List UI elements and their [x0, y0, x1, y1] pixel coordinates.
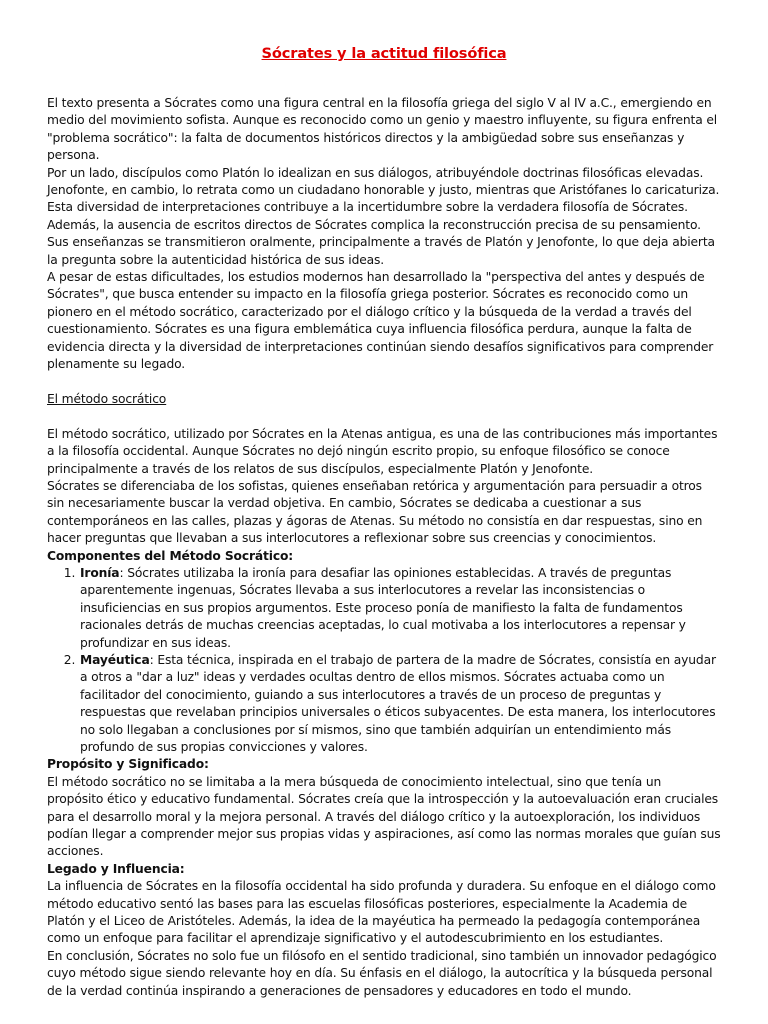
legacy-heading: Legado y Influencia: [47, 861, 185, 876]
intro-paragraph: Por un lado, discípulos como Platón lo idealizan en sus diálogos, atribuyéndole doctrinas filosóficas elevadas. Jenofonte, en cambio, lo retrata como un ciudadano honorable y justo, mientras que Aristófanes lo caricaturiza. Esta diversidad de interpretaciones contribuye a la incertidumbre sobre la verdadera filosofía de Sócrates. [47, 165, 720, 215]
intro-paragraph: El texto presenta a Sócrates como una figura central en la filosofía griega del siglo V al IV a.C., emergiendo en medio del movimiento sofista. Aunque es reconocido como un genio y maestro influyente, su figura enfrenta el "problema socrático": la falta de documentos históricos directos y la ambigüedad sobre sus enseñanzas y persona. [47, 96, 718, 163]
intro-paragraph: Además, la ausencia de escritos directos de Sócrates complica la reconstrucción precisa de su pensamiento. Sus enseñanzas se transmitieron oralmente, principalmente a través de Platón y Jenofonte, lo que deja abierta la pregunta sobre la autenticidad histórica de sus ideas. [47, 217, 715, 267]
document-title: Sócrates y la actitud filosófica [261, 45, 507, 62]
component-term: Mayéutica [80, 652, 150, 667]
legacy-paragraph: La influencia de Sócrates en la filosofía occidental ha sido profunda y duradera. Su enfoque en el diálogo como método educativo sentó las bases para las escuelas filosóficas posteriores, especialmente la Academia de Platón y el Liceo de Aristóteles. Además, la idea de la mayéutica ha permeado la pedagogía contemporánea como un enfoque para facilitar el aprendizaje significativo y el autodescubrimiento en los estudiantes. [47, 879, 716, 946]
purpose-paragraph: El método socrático no se limitaba a la mera búsqueda de conocimiento intelectual, sino que tenía un propósito ético y educativo fundamental. Sócrates creía que la introspección y la autoevaluación eran cruciales para el desarrollo moral y la mejora personal. A través del diálogo crítico y la autoexploración, los individuos podían llegar a comprender mejor sus propias vidas y aspiraciones, así como las normas morales que guían sus acciones. [47, 774, 721, 859]
component-text: : Esta técnica, inspirada en el trabajo de partera de la madre de Sócrates, consistía en ayudar a otros a "dar a luz" ideas y verdades ocultas dentro de ellos mismos. Sócrates actuaba como un facilitador del conocimiento, guiando a sus interlocutores a través de un proceso de preguntas y respuestas que revelaban principios universales o éticos subyacentes. De esta manera, los interlocutores no solo llegaban a conclusiones por sí mismos, sino que también adquirían un entendimiento más profundo de sus propias convicciones y valores. [80, 652, 716, 754]
document-page [47, 44, 721, 1000]
components-heading: Componentes del Método Socrático: [47, 548, 294, 563]
component-term: Ironía [80, 565, 120, 580]
list-item [79, 565, 721, 652]
spacer [47, 374, 721, 391]
purpose-heading: Propósito y Significado: [47, 757, 209, 772]
method-paragraph: El método socrático, utilizado por Sócrates en la Atenas antigua, es una de las contribuciones más importantes a la filosofía occidental. Aunque Sócrates no dejó ningún escrito propio, su enfoque filosófico se conoce principalmente a través de los relatos de sus discípulos, especialmente Platón y Jenofonte. [47, 426, 718, 476]
component-text: : Sócrates utilizaba la ironía para desafiar las opiniones establecidas. A través de preguntas aparentemente ingenuas, Sócrates llevaba a sus interlocutores a revelar las inconsistencias o insuficiencias en sus propios argumentos. Este proceso ponía de manifiesto la falta de fundamentos racionales detrás de muchas creencias aceptadas, lo cual motivaba a los interlocutores a repensar y profundizar en sus ideas. [80, 565, 686, 650]
list-item [79, 652, 721, 756]
intro-paragraph: A pesar de estas dificultades, los estudios modernos han desarrollado la "perspectiva del antes y después de Sócrates", que busca entender su impacto en la filosofía griega posterior. Sócrates es reconocido como un pionero en el método socrático, caracterizado por el diálogo crítico y la búsqueda de la verdad a través del cuestionamiento. Sócrates es una figura emblemática cuya influencia filosófica perdura, aunque la falta de evidencia directa y la diversidad de interpretaciones continúan siendo desafíos significativos para comprender plenamente su legado. [47, 270, 714, 372]
legacy-paragraph: En conclusión, Sócrates no solo fue un filósofo en el sentido tradicional, sino también un innovador pedagógico cuyo método sigue siendo relevante hoy en día. Su énfasis en el diálogo, la autocrítica y la búsqueda personal de la verdad continúa inspirando a generaciones de pensadores y educadores en todo el mundo. [47, 948, 717, 998]
section-heading-method: El método socrático [47, 391, 167, 406]
spacer [47, 408, 721, 425]
components-list [47, 565, 721, 756]
method-paragraph: Sócrates se diferenciaba de los sofistas, quienes enseñaban retórica y argumentación para persuadir a otros sin necesariamente buscar la verdad objetiva. En cambio, Sócrates se dedicaba a cuestionar a sus contemporáneos en las calles, plazas y ágoras de Atenas. Su método no consistía en dar respuestas, sino en hacer preguntas que llevaban a sus interlocutores a reflexionar sobre sus creencias y conocimientos. [47, 478, 703, 546]
